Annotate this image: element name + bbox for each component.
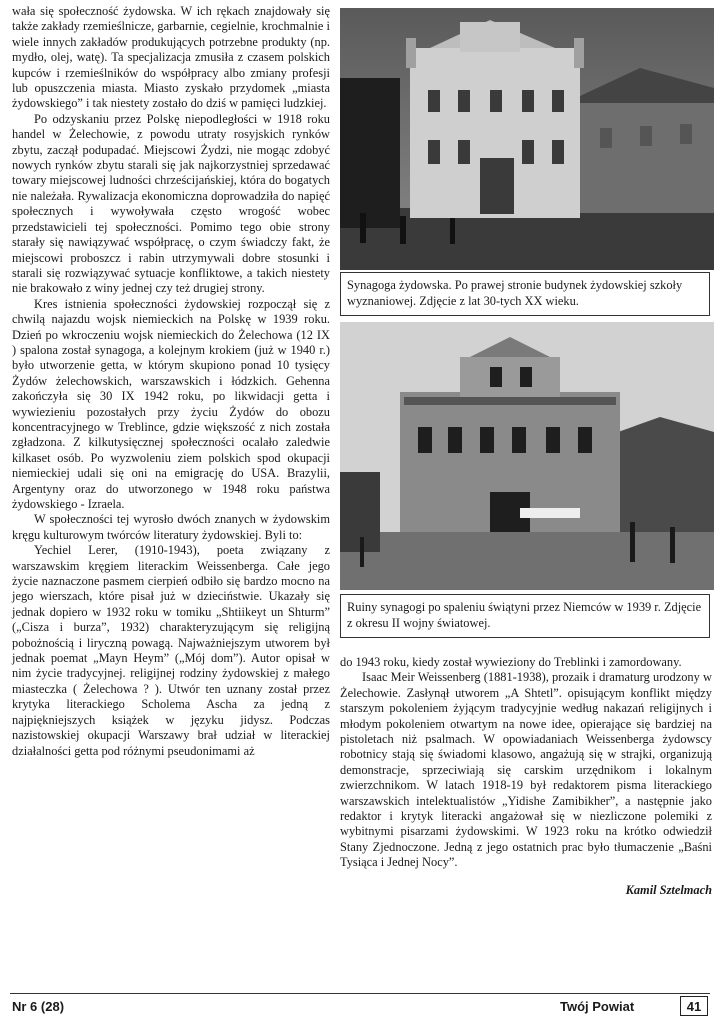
paragraph: Isaac Meir Weissenberg (1881-1938), prozaik i dramaturg urodzony w Żelechowie. Zasłynął utworem „A Shtetl”. opisującym konflikt między starszym pokoleniem żyjącym tradycyjnie według nakazań religijnych i młodym pokoleniem otwartym na nowe idee, opierające się bardziej na pistoletach niż psalmach. W opowiadaniach Weissenberga żydowscy robotnicy stają się świadomi klasowo, angażują się w strajki, organizują demonstracje, sprzeciwiają się carskim urzędnikom i lokalnym zwierzchnikom. W latach 1918-19 był redaktorem pisma literackiego warszawskich intelektualistów „Yidishe Zamibikher”, a następnie jako redaktor i krytyk literacki angażował się w niezliczone polemiki z wybitnymi pisarzami żydowskimi. W 1923 roku na krótko odwiedził Stany Zjednoczone. Jedną z jego ostatnich prac było tłumaczenie „Baśni Tysiąca i Jednej Nocy”. [340,670,712,870]
paragraph: W społeczności tej wyrosło dwóch znanych w żydowskim kręgu kulturowym twórców literatury żydowskiej. Byli to: [12,512,330,542]
synagogue-photo [340,8,714,270]
photo-caption: Ruiny synagogi po spaleniu świątyni przez Niemców w 1939 r. Zdjęcie z okresu II wojny światowej. [340,594,710,638]
paragraph: Kres istnienia społeczności żydowskiej rozpoczął się z chwilą najazdu wojsk niemieckich na Polskę w 1939 roku. Dzień po wkroczeniu wojsk niemieckich do Żelechowa (12 IX ) spalona został synagoga, a kolejnym krokiem (już w 1940 r.) było utworzenie getta, w którym skupiono ponad 10 tysięcy Żydów żelechowskich, warszawskich i łódzkich. Gehenna zakończyła się 30 IX 1942 roku, po likwidacji getta i wywiezieniu pozostałych przy życiu Żydów do obozu koncentracyjnego w Treblince, gdzie większość z nich została zgładzona. Z kilkutysięcznej społeczności ocalało zaledwie kilkaset osób. Po wyzwoleniu ziem polskich spod okupacji niemieckiej udali się oni na emigrację do USA. Brazylii, Argentyny oraz do utworzonego w 1948 roku państwa żydowskiego - Izraela. [12,296,330,511]
right-text-column [340,655,712,898]
footer-divider [10,993,710,994]
paragraph: wała się społeczność żydowska. W ich rękach znajdowały się także zakłady rzemieślnicze, garbarnie, cegielnie, krochmalnie i wiele innych zakładów produkujących potrzebne produkty (np. mydło, olej, watę). Ta specjalizacja zmusiła z czasem polskich kupców i rzemieślników do współpracy albo zmiany profesji lub opuszczenia miasta. Miasto zyskało przydomek „miasta żydowskiego” i tak niestety zostało do dziś w pamięci ludzkiej. [12,4,330,111]
paragraph: Po odzyskaniu przez Polskę niepodległości w 1918 roku handel w Żelechowie, z powodu utraty rosyjskich rynków zbytu, zaczął podupadać. Miejscowi Żydzi, nie mogąc zdobyć nowych rynków zbytu starali się jak najkorzystniej sprzedawać towary miejscowej ludności chrześcijańskiej, która do bogatych nie należała. Rywalizacja ekonomiczna doprowadziła do napięć społecznych i wywoływała często wrogość wobec przedstawicieli tej społeczności. Pomimo tego obie strony starały się nawiązywać współpracę, o czym świadczy fakt, że miejscowi proboszcz i rabin utrzymywali dobre stosunki i starali się rozwiązywać sytuacje konfliktowe, a takich niestety nie brakowało z winy jednej czy też drugiej strony. [12,111,330,296]
issue-number: Nr 6 (28) [12,999,65,1014]
paragraph: do 1943 roku, kiedy został wywieziony do Treblinki i zamordowany. [340,655,682,669]
author-signature: Kamil Sztelmach [625,882,712,897]
photo-caption: Synagoga żydowska. Po prawej stronie budynek żydowskiej szkoły wyznaniowej. Zdjęcie z lat 30-tych XX wieku. [340,272,710,316]
page-number: 41 [680,996,708,1016]
left-text-column [12,4,330,759]
magazine-title: Twój Powiat [560,999,635,1014]
paragraph: Yechiel Lerer, (1910-1943), poeta związany z warszawskim kręgiem literackim Weissenberga. Całe jego życie naznaczone pasmem cierpień odbiło się bardzo mocno na jego wierszach, które pisał już w dzieciństwie. Ukazały się jednak dopiero w 1932 roku w tomiku „Shtiikeyt un Shturm” („Cisza i burza”, 1932) charakteryzującym się religijną pobożnością i liryczną powagą. Najważniejszym utworem był jednak poemat „Mayn Heym” („Mój dom”). Autor opisał w nim życie tradycyjnej. religijnej rodziny żydowskiej z małego miasteczka ( Żelechowa ? ). Utwór ten uznany został przez krytyka literackiego Scholema Ascha za jedną z najpiękniejszych książek w języku jidysz. Podczas nazistowskiej okupacji Warszawy brał udział w literackiej działalności getta pod różnymi pseudonimami aż [12,543,330,758]
synagogue-ruins-photo [340,322,714,590]
